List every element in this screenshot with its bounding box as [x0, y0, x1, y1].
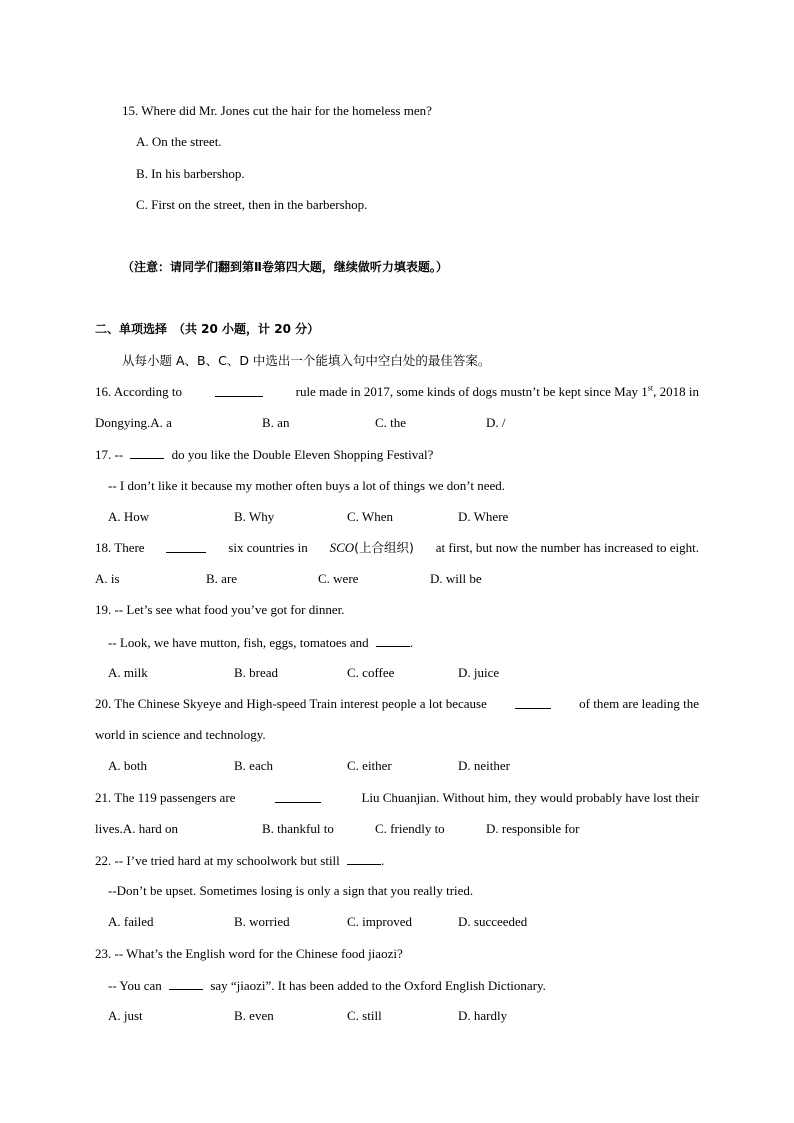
question-21-stem [95, 790, 699, 806]
question-23-option-a: A. just [108, 1008, 143, 1023]
q18-text-2: six countries in [228, 540, 308, 555]
question-20-option-b: B. each [234, 758, 273, 773]
q16-blank [215, 384, 263, 397]
q16-text-2 [296, 384, 699, 400]
listening-note: （注意：请同学们翻到第Ⅱ卷第四大题，继续做听力填表题。） [122, 260, 448, 274]
question-15-stem: 15. Where did Mr. Jones cut the hair for the homeless men? [122, 103, 432, 118]
question-22-option-b: B. worried [234, 914, 290, 929]
question-17-option-a: A. How [108, 509, 150, 524]
q18-sco [330, 540, 414, 556]
question-22-stem [95, 852, 384, 869]
q21-blank [275, 790, 321, 803]
question-19-option-b: B. bread [234, 665, 279, 680]
q22-text: 22. -- I’ve tried hard at my schoolwork but still [95, 853, 340, 868]
question-20-stem [95, 696, 699, 712]
question-21-option-c: C. friendly to [375, 821, 445, 836]
q21-text-1: 21. The 119 passengers are [95, 790, 236, 805]
q16-text-2b: , 2018 in [653, 384, 699, 399]
question-19-answer [108, 634, 413, 651]
question-19-option-a: A. milk [108, 665, 148, 680]
question-21-option-b: B. thankful to [262, 821, 334, 836]
q21-text-2: Liu Chuanjian. Without him, they would probably have lost their [361, 790, 699, 805]
question-16-line2: Dongying.A. a [95, 415, 172, 430]
q22-blank [347, 852, 381, 865]
question-17-option-d: D. Where [458, 509, 509, 524]
q18-text-3: at first, but now the number has increased to eight. [435, 540, 699, 555]
q18-text-1: 18. There [95, 540, 145, 555]
q16-sup: st [647, 383, 654, 393]
question-15-option-c: C. First on the street, then in the barbershop. [136, 197, 368, 212]
question-17-option-b: B. Why [234, 509, 275, 524]
question-18-stem [95, 540, 699, 556]
question-20-option-a: A. both [108, 758, 147, 773]
question-17-option-c: C. When [347, 509, 393, 524]
q23-answer-text-1: -- You can [108, 978, 162, 993]
question-17-stem [95, 446, 433, 463]
q19-answer-text: -- Look, we have mutton, fish, eggs, tomatoes and [108, 635, 369, 650]
question-16-stem [95, 384, 699, 400]
question-22-option-d: D. succeeded [458, 914, 528, 929]
q16-text-1: 16. According to [95, 384, 183, 399]
question-22-answer: --Don’t be upset. Sometimes losing is only a sign that you really tried. [108, 883, 474, 898]
q23-blank [169, 977, 203, 990]
question-22-option-a: A. failed [108, 914, 154, 929]
question-23-option-c: C. still [347, 1008, 382, 1023]
question-23-stem: 23. -- What’s the English word for the Chinese food jiaozi? [95, 946, 403, 961]
question-23-answer [108, 977, 546, 994]
q20-blank [515, 696, 551, 709]
question-16-option-d: D. / [486, 415, 506, 430]
question-23-option-d: D. hardly [458, 1008, 508, 1023]
q18-blank [166, 540, 206, 553]
question-21-line2: lives.A. hard on [95, 821, 179, 836]
question-15-option-a: A. On the street. [136, 134, 222, 149]
q20-text-2: of them are leading the [579, 696, 699, 711]
question-18-option-d: D. will be [430, 571, 482, 586]
question-19-option-c: C. coffee [347, 665, 395, 680]
q18-sco-abbr: SCO [329, 540, 355, 555]
question-15-option-b: B. In his barbershop. [136, 166, 245, 181]
question-20-option-c: C. either [347, 758, 392, 773]
question-21-option-d: D. responsible for [486, 821, 580, 836]
section-title: 二、单项选择 （共 20 小题，计 20 分） [95, 322, 320, 336]
question-20-line2: world in science and technology. [95, 727, 266, 742]
q19-answer-end: . [409, 635, 414, 650]
question-19-stem: 19. -- Let’s see what food you’ve got for dinner. [95, 602, 345, 617]
question-23-option-b: B. even [234, 1008, 274, 1023]
q17-prefix: 17. -- [95, 447, 124, 462]
question-16-option-c: C. the [375, 415, 407, 430]
question-18-option-b: B. are [206, 571, 238, 586]
question-19-option-d: D. juice [458, 665, 500, 680]
question-16-option-b: B. an [262, 415, 290, 430]
q19-blank [376, 634, 410, 647]
question-20-option-d: D. neither [458, 758, 510, 773]
q20-text-1: 20. The Chinese Skyeye and High-speed Train interest people a lot because [95, 696, 487, 711]
section-instruction: 从每小题 A、B、C、D 中选出一个能填入句中空白处的最佳答案。 [122, 353, 491, 368]
question-17-answer: -- I don’t like it because my mother often buys a lot of things we don’t need. [108, 478, 506, 493]
q17-blank [130, 446, 164, 459]
q22-text-end: . [381, 853, 385, 868]
question-22-option-c: C. improved [347, 914, 412, 929]
question-18-option-c: C. were [318, 571, 359, 586]
q18-sco-chinese: (上合组织) [354, 540, 414, 555]
q17-text: do you like the Double Eleven Shopping Festival? [171, 447, 434, 462]
q23-answer-text-2: say “jiaozi”. It has been added to the Oxford English Dictionary. [210, 978, 546, 993]
question-18-option-a: A. is [95, 571, 120, 586]
q16-text-2a: rule made in 2017, some kinds of dogs mustn’t be kept since May 1 [295, 384, 648, 399]
